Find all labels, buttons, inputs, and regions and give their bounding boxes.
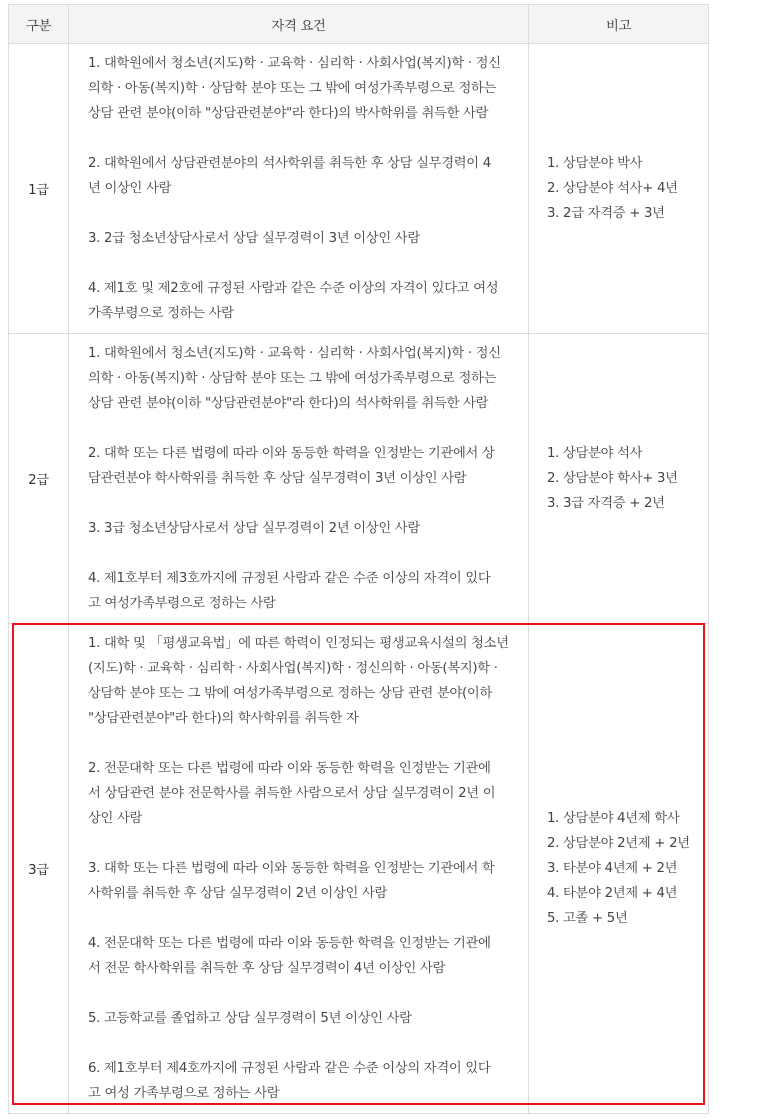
requirement-item [88,566,518,616]
requirement-line: 1. 대학 및 「평생교육법」에 따른 학력이 인정되는 평생교육시설의 청소년 [88,636,509,651]
header-notes: 비고 [529,5,709,44]
requirement-line: 2. 전문대학 또는 다른 법령에 따라 이와 동등한 학력을 인정받는 기관에 [88,761,491,776]
item-spacer [88,831,518,856]
requirement-item [88,1056,518,1106]
requirement-line: 서 전문 학사학위를 취득한 후 상담 실무경력이 4년 이상인 사람 [88,961,446,976]
notes-cell [529,334,709,624]
requirement-line: 고 여성가족부령으로 정하는 사람 [88,596,276,611]
requirement-line: 담관련분야 학사학위를 취득한 후 상담 실무경력이 3년 이상인 사람 [88,471,467,486]
requirement-line: 서 상담관련 분야 전문학사를 취득한 사람으로서 상담 실무경력이 2년 이 [88,786,496,801]
note-item: 1. 상담분야 4년제 학사 [547,811,680,826]
requirement-line: 1. 대학원에서 청소년(지도)학 · 교육학 · 심리학 · 사회사업(복지)학 · 정신 [88,346,501,361]
table-body [9,44,709,1114]
grade-cell: 3급 [9,624,69,1114]
item-spacer [88,201,518,226]
note-item: 4. 타분야 2년제 + 4년 [547,886,678,901]
table-row [9,624,709,1114]
requirement-item [88,516,518,541]
item-spacer [88,251,518,276]
requirement-item [88,341,518,416]
requirement-line: 고 여성 가족부령으로 정하는 사람 [88,1086,280,1101]
note-item: 3. 2급 자격증 + 3년 [547,206,665,221]
item-spacer [88,126,518,151]
requirement-line: 의학 · 아동(복지)학 · 상담학 분야 또는 그 밖에 여성가족부령으로 정하는 [88,371,497,386]
table-row [9,44,709,334]
requirement-line: 상담학 분야 또는 그 밖에 여성가족부령으로 정하는 상담 관련 분야(이하 [88,686,493,701]
requirement-line: 5. 고등학교를 졸업하고 상담 실무경력이 5년 이상인 사람 [88,1011,412,1026]
item-spacer [88,416,518,441]
requirement-line: 사학위를 취득한 후 상담 실무경력이 2년 이상인 사람 [88,886,388,901]
requirement-item [88,1006,518,1031]
requirement-line: 의학 · 아동(복지)학 · 상담학 분야 또는 그 밖에 여성가족부령으로 정하는 [88,81,497,96]
requirement-item [88,631,518,731]
requirement-item [88,51,518,126]
item-spacer [88,981,518,1006]
item-spacer [88,491,518,516]
requirement-line: (지도)학 · 교육학 · 심리학 · 사회사업(복지)학 · 정신의학 · 아동(복지)학 · [88,661,498,676]
requirement-item [88,756,518,831]
item-spacer [88,541,518,566]
table-header-row [9,5,709,44]
note-item: 3. 3급 자격증 + 2년 [547,496,665,511]
note-item: 2. 상담분야 석사+ 4년 [547,181,678,196]
note-item: 3. 타분야 4년제 + 2년 [547,861,678,876]
header-requirements: 자격 요건 [69,5,529,44]
note-item: 1. 상담분야 석사 [547,446,643,461]
requirement-item [88,441,518,491]
requirement-line: 3. 3급 청소년상담사로서 상담 실무경력이 2년 이상인 사람 [88,521,420,536]
requirement-item [88,226,518,251]
requirement-line: 6. 제1호부터 제4호까지에 규정된 사람과 같은 수준 이상의 자격이 있다 [88,1061,491,1076]
requirement-line: 4. 제1호 및 제2호에 규정된 사람과 같은 수준 이상의 자격이 있다고 여성 [88,281,499,296]
requirement-line: 1. 대학원에서 청소년(지도)학 · 교육학 · 심리학 · 사회사업(복지)학 · 정신 [88,56,501,71]
requirements-cell [69,624,529,1114]
item-spacer [88,906,518,931]
note-item: 2. 상담분야 학사+ 3년 [547,471,678,486]
requirement-line: 가족부령으로 정하는 사람 [88,306,234,321]
table-row [9,334,709,624]
grade-cell: 2급 [9,334,69,624]
requirement-line: 3. 2급 청소년상담사로서 상담 실무경력이 3년 이상인 사람 [88,231,420,246]
requirement-line: 3. 대학 또는 다른 법령에 따라 이와 동등한 학력을 인정받는 기관에서 학 [88,861,495,876]
requirement-line: "상담관련분야"라 한다)의 학사학위를 취득한 자 [88,711,359,726]
grade-cell: 1급 [9,44,69,334]
notes-cell [529,624,709,1114]
requirements-cell [69,334,529,624]
item-spacer [88,1031,518,1056]
note-item: 1. 상담분야 박사 [547,156,643,171]
notes-cell [529,44,709,334]
requirement-line: 상담 관련 분야(이하 "상담관련분야"라 한다)의 석사학위를 취득한 사람 [88,396,489,411]
requirement-line: 년 이상인 사람 [88,181,172,196]
note-item: 2. 상담분야 2년제 + 2년 [547,836,690,851]
requirement-item [88,276,518,326]
note-item: 5. 고졸 + 5년 [547,911,628,926]
requirement-item [88,931,518,981]
requirement-line: 4. 제1호부터 제3호까지에 규정된 사람과 같은 수준 이상의 자격이 있다 [88,571,491,586]
requirement-line: 2. 대학 또는 다른 법령에 따라 이와 동등한 학력을 인정받는 기관에서 상 [88,446,495,461]
requirements-cell [69,44,529,334]
requirement-item [88,151,518,201]
requirement-line: 상담 관련 분야(이하 "상담관련분야"라 한다)의 박사학위를 취득한 사람 [88,106,489,121]
requirement-line: 4. 전문대학 또는 다른 법령에 따라 이와 동등한 학력을 인정받는 기관에 [88,936,491,951]
requirement-line: 2. 대학원에서 상담관련분야의 석사학위를 취득한 후 상담 실무경력이 4 [88,156,491,171]
header-grade: 구분 [9,5,69,44]
item-spacer [88,731,518,756]
requirement-line: 상인 사람 [88,811,143,826]
qualification-table [8,4,709,1114]
requirement-item [88,856,518,906]
